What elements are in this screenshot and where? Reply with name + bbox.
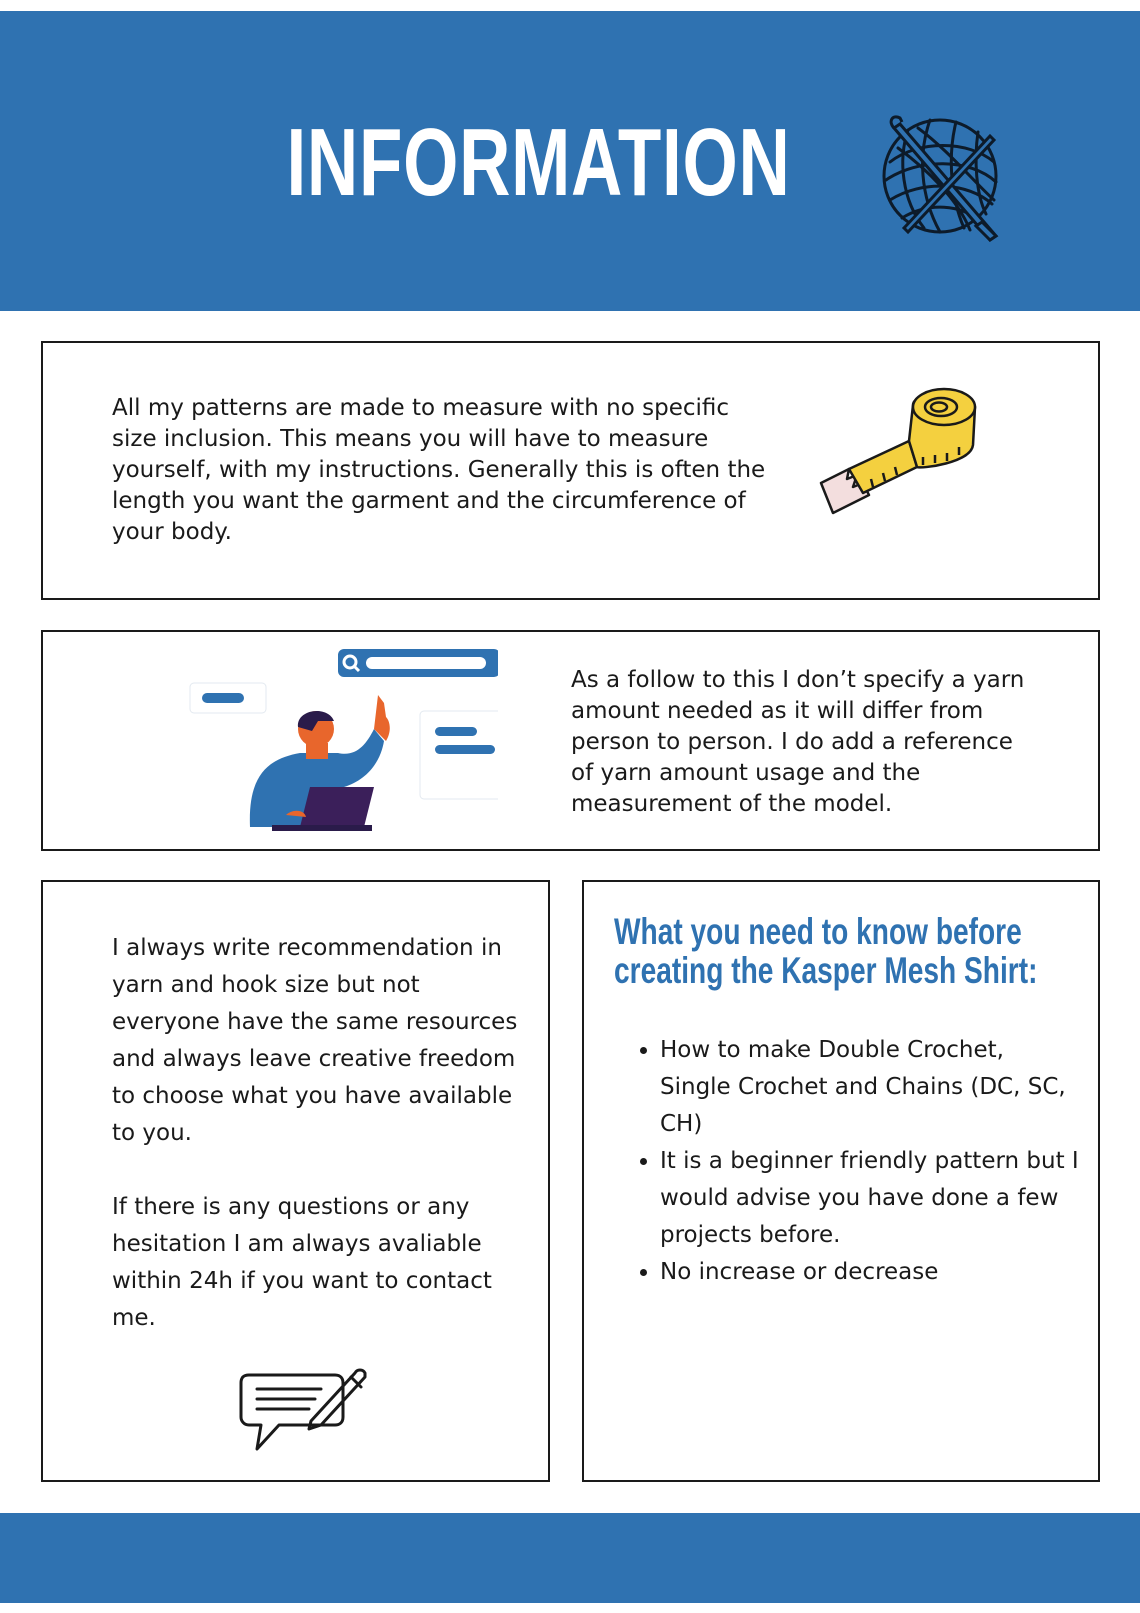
list-item: • It is a beginner friendly pattern but I would advise you have done a few projects before. — [660, 1143, 1080, 1254]
yarn-ball-icon — [878, 110, 1013, 245]
recommendation-text: I always write recommendation in yarn and hook size but not everyone have the same resources and always leave creative freedom to choose what you have available to you. — [112, 935, 518, 1146]
need-to-know-list — [628, 1032, 1080, 1291]
footer-band — [0, 1513, 1140, 1603]
measure-text: All my patterns are made to measure with no specific size inclusion. This means you will have to measure yourself, with my instructions. Generally this is often the length you want the garment and the circumference of your body. — [112, 395, 766, 545]
measuring-tape-icon — [813, 383, 983, 533]
contact-text: If there is any questions or any hesitation I am always avaliable within 24h if you want to contact me. — [112, 1194, 492, 1331]
list-item: • No increase or decrease — [660, 1254, 1080, 1291]
page-title: INFORMATION — [286, 109, 791, 216]
recommendation-card — [41, 880, 550, 1482]
measure-card — [41, 341, 1100, 600]
need-to-know-card — [582, 880, 1100, 1482]
need-to-know-heading: What you need to know before creating the Kasper Mesh Shirt: — [614, 911, 1038, 991]
list-item: • How to make Double Crochet, Single Crochet and Chains (DC, SC, CH) — [660, 1032, 1080, 1143]
message-edit-icon — [239, 1363, 369, 1458]
yarn-amount-card — [41, 630, 1100, 851]
person-at-laptop-illustration — [188, 647, 498, 842]
yarn-amount-text: As a follow to this I don’t specify a yarn amount needed as it will differ from person to person. I do add a reference of yarn amount usage and the measurement of the model. — [571, 667, 1025, 817]
